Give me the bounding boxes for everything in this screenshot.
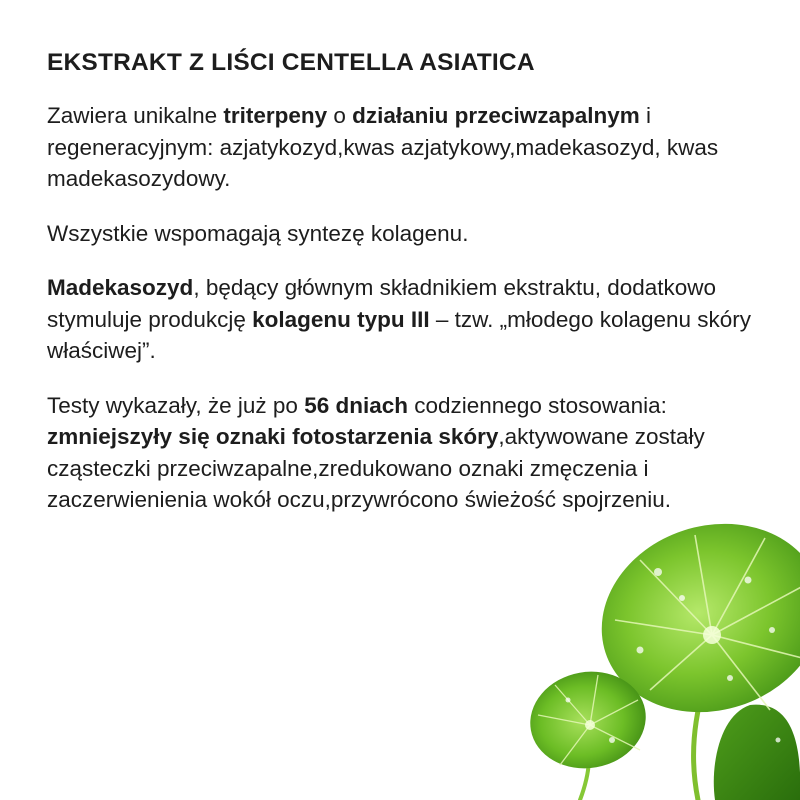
text-segment: , będący głównym składnikiem ekstraktu, dodatkowo stymuluje produkcję (47, 275, 717, 332)
bold-madekasozyd: Madekasozyd (47, 275, 194, 300)
text-segment: i regeneracyjnym: azjatykozyd,kwas azjatykowy,madekasozyd, kwas madekasozydowy. (47, 103, 719, 191)
text-segment: Testy wykazały, że już po (47, 392, 305, 418)
page-title: EKSTRAKT Z LIŚCI CENTELLA ASIATICA (47, 49, 535, 76)
bold-56-days: 56 dniach (304, 392, 408, 418)
text-segment: Wszystkie wspomagają syntezę kolagenu. (47, 220, 469, 246)
paragraph-madecassoside (47, 272, 777, 367)
text-segment: o (327, 103, 353, 128)
text-segment: ,aktywowane zostały cząsteczki przeciwzapalne,zredukowano oznaki zmęczenia i zaczerwienienia wokół oczu,przywrócono świeżość spojrzeniu. (47, 424, 705, 512)
paragraph-collagen-synthesis (47, 218, 777, 250)
centella-leaves-icon (520, 500, 800, 800)
leaf-back (714, 705, 800, 800)
bold-collagen-type-iii: kolagenu typu III (252, 306, 430, 332)
paragraph-triterpenes (47, 100, 777, 195)
bold-photoaging-reduced: zmniejszyły się oznaki fotostarzenia skóry (47, 424, 499, 449)
bold-anti-inflammatory: działaniu przeciwzapalnym (352, 103, 640, 128)
text-segment: Zawiera unikalne (47, 103, 224, 128)
text-segment: – tzw. „młodego kolagenu skóry właściwej”. (47, 306, 752, 363)
paragraph-test-results (47, 390, 777, 516)
bold-triterpeny: triterpeny (223, 103, 328, 128)
text-segment: codziennego stosowania: (407, 392, 667, 418)
content-column (47, 48, 777, 539)
